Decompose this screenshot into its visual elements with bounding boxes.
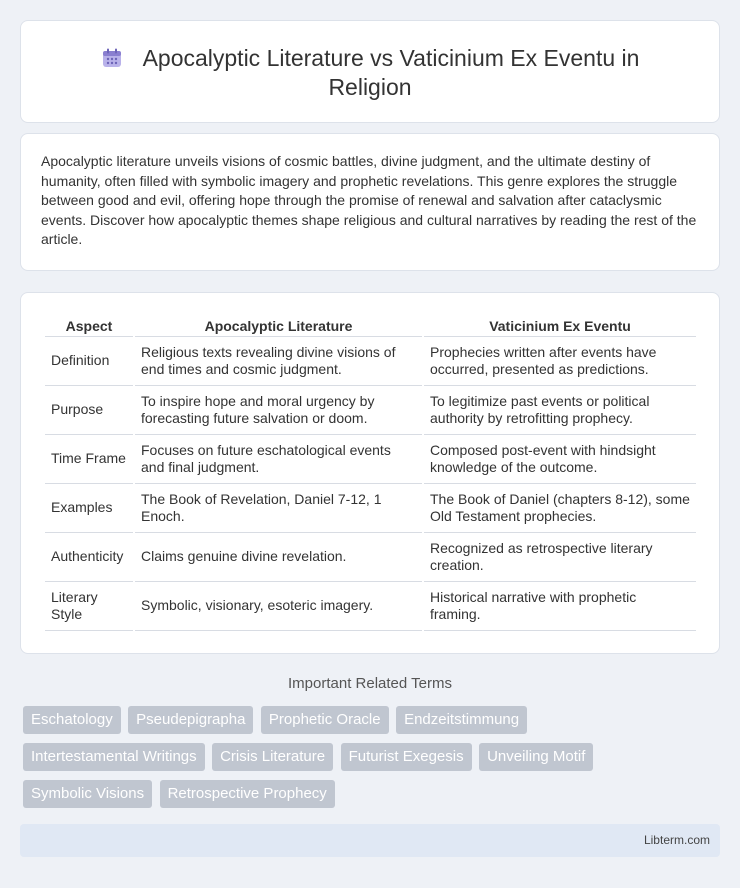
comparison-table: [43, 315, 698, 631]
header-aspect: Aspect: [45, 315, 133, 337]
table-row: [45, 435, 696, 484]
row-aspect: Examples: [45, 484, 133, 533]
term-tag[interactable]: Crisis Literature: [212, 743, 333, 771]
row-aspect: Definition: [45, 337, 133, 386]
footer-bar: [20, 824, 720, 857]
header-vaticinium: Vaticinium Ex Eventu: [424, 315, 696, 337]
row-vaticinium: Recognized as retrospective literary creation.: [424, 533, 696, 582]
term-tag[interactable]: Prophetic Oracle: [261, 706, 389, 734]
row-apocalyptic: To inspire hope and moral urgency by forecasting future salvation or doom.: [135, 386, 422, 435]
row-aspect: Literary Style: [45, 582, 133, 631]
page-title: Apocalyptic Literature vs Vaticinium Ex Eventu in Religion: [142, 45, 640, 100]
row-apocalyptic: Religious texts revealing divine visions of end times and cosmic judgment.: [135, 337, 422, 386]
table-row: [45, 337, 696, 386]
intro-paragraph: Apocalyptic literature unveils visions of cosmic battles, divine judgment, and the ultimate destiny of humanity, often filled with symbolic imagery and prophetic revelations. This genre explores the struggle between good and evil, offering hope through the promise of renewal and salvation after cataclysmic events. Discover how apocalyptic themes shape religious and cultural narratives by reading the rest of the article.: [41, 153, 697, 247]
row-vaticinium: Composed post-event with hindsight knowledge of the outcome.: [424, 435, 696, 484]
title-card: [20, 20, 720, 123]
row-aspect: Time Frame: [45, 435, 133, 484]
term-tag[interactable]: Unveiling Motif: [479, 743, 593, 771]
row-vaticinium: The Book of Daniel (chapters 8-12), some Old Testament prophecies.: [424, 484, 696, 533]
footer-site-link[interactable]: Libterm.com: [643, 833, 710, 847]
table-row: [45, 582, 696, 631]
intro-card: [20, 133, 720, 271]
term-tag[interactable]: Futurist Exegesis: [341, 743, 472, 771]
row-aspect: Purpose: [45, 386, 133, 435]
header-apocalyptic: Apocalyptic Literature: [135, 315, 422, 337]
table-header-row: [45, 315, 696, 337]
comparison-card: [20, 292, 720, 654]
term-tag[interactable]: Intertestamental Writings: [23, 743, 205, 771]
term-tag[interactable]: Retrospective Prophecy: [160, 780, 335, 808]
term-tag[interactable]: Pseudepigrapha: [128, 706, 253, 734]
row-vaticinium: To legitimize past events or political authority by retrofitting prophecy.: [424, 386, 696, 435]
row-vaticinium: Historical narrative with prophetic framing.: [424, 582, 696, 631]
row-aspect: Authenticity: [45, 533, 133, 582]
related-terms-list: [23, 706, 663, 817]
row-vaticinium: Prophecies written after events have occurred, presented as predictions.: [424, 337, 696, 386]
related-terms-title: Important Related Terms: [288, 675, 452, 692]
row-apocalyptic: Focuses on future eschatological events and final judgment.: [135, 435, 422, 484]
page-title-wrap: [21, 44, 719, 102]
row-apocalyptic: Symbolic, visionary, esoteric imagery.: [135, 582, 422, 631]
table-row: [45, 533, 696, 582]
calendar-icon: [101, 47, 123, 69]
term-tag[interactable]: Endzeitstimmung: [396, 706, 527, 734]
table-row: [45, 484, 696, 533]
row-apocalyptic: Claims genuine divine revelation.: [135, 533, 422, 582]
term-tag[interactable]: Symbolic Visions: [23, 780, 152, 808]
term-tag[interactable]: Eschatology: [23, 706, 121, 734]
table-row: [45, 386, 696, 435]
row-apocalyptic: The Book of Revelation, Daniel 7-12, 1 Enoch.: [135, 484, 422, 533]
